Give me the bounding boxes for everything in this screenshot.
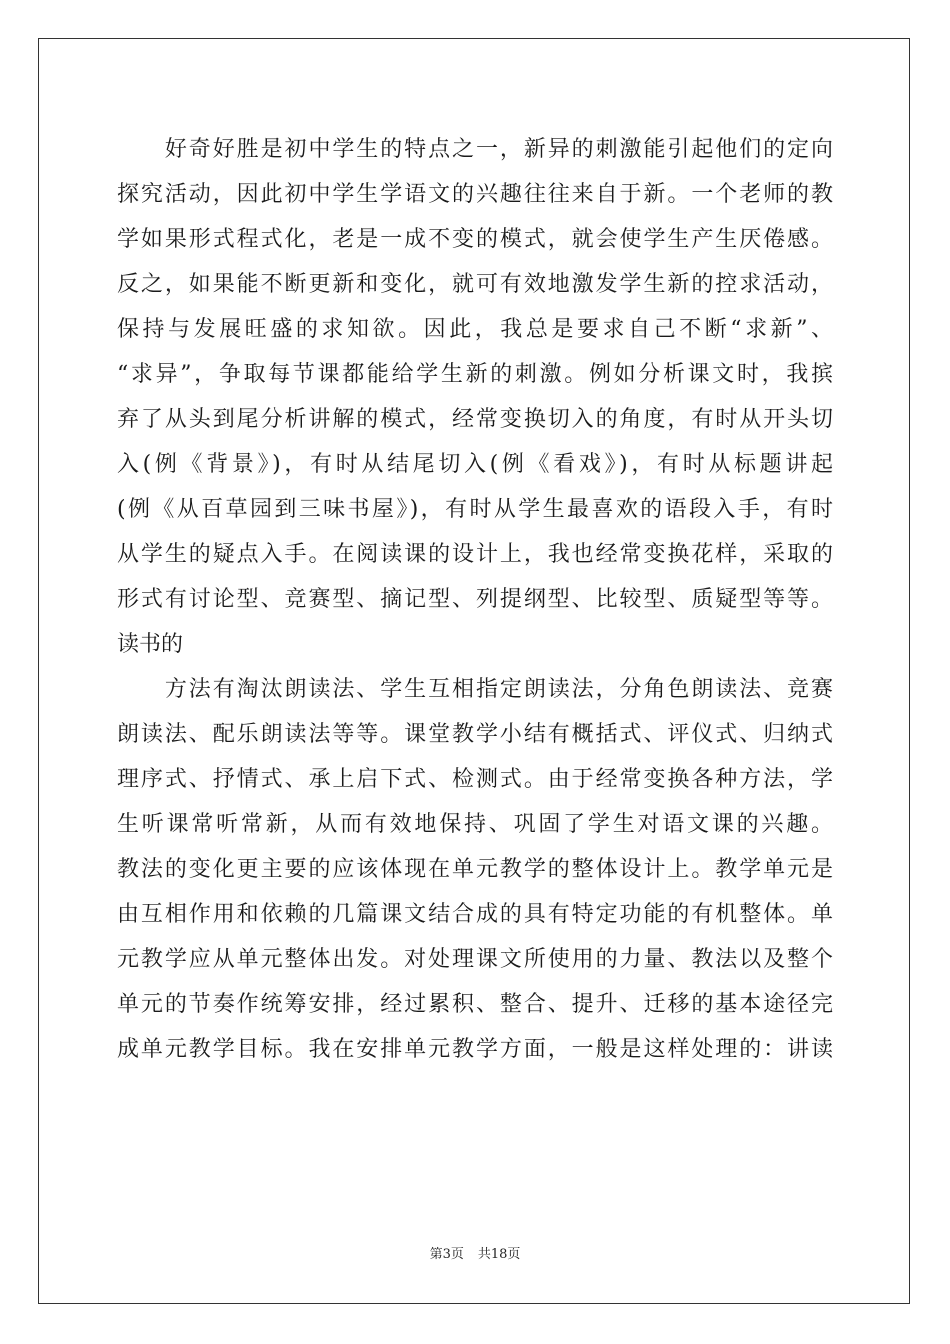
text-line: 学如果形式程式化，老是一成不变的模式，就会使学生产生厌倦感。 [117,227,833,252]
text-line: 从学生的疑点入手。在阅读课的设计上，我也经常变换花样，采取的 [117,542,833,567]
page-total: 共18页 [477,1247,521,1262]
text-line: 理序式、抒情式、承上启下式、检测式。由于经常变换各种方法，学 [117,767,833,792]
page-footer [0,1243,950,1262]
text-line: 入(例《背景》)，有时从结尾切入(例《看戏》)，有时从标题讲起 [117,452,833,477]
paragraph-1 [117,127,833,667]
text-line: 读书的 [117,632,184,657]
text-line: 形式有讨论型、竞赛型、摘记型、列提纲型、比较型、质疑型等等。 [117,587,833,612]
text-line: 成单元教学目标。我在安排单元教学方面，一般是这样处理的：讲读 [117,1037,833,1062]
page-number: 第3页 [429,1247,464,1262]
text-line: 朗读法、配乐朗读法等等。课堂教学小结有概括式、评仪式、归纳式 [117,722,833,747]
text-line: “求异”，争取每节课都能给学生新的刺激。例如分析课文时，我摈 [117,362,833,387]
text-line: 保持与发展旺盛的求知欲。因此，我总是要求自己不断“求新”、 [117,317,833,342]
text-line: 弃了从头到尾分析讲解的模式，经常变换切入的角度，有时从开头切 [117,407,833,432]
text-line: 方法有淘汰朗读法、学生互相指定朗读法，分角色朗读法、竞赛 [117,677,833,702]
text-line: 反之，如果能不断更新和变化，就可有效地激发学生新的控求活动， [117,272,833,297]
text-line: 生听课常听常新，从而有效地保持、巩固了学生对语文课的兴趣。 [117,812,833,837]
text-line: 教法的变化更主要的应该体现在单元教学的整体设计上。教学单元是 [117,857,833,882]
text-line: 由互相作用和依赖的几篇课文结合成的具有特定功能的有机整体。单 [117,902,833,927]
document-body [117,127,833,1072]
text-line: 好奇好胜是初中学生的特点之一，新异的刺激能引起他们的定向 [117,137,833,162]
text-line: 元教学应从单元整体出发。对处理课文所使用的力量、教法以及整个 [117,947,833,972]
text-line: (例《从百草园到三味书屋》)，有时从学生最喜欢的语段入手，有时 [117,497,833,522]
text-line: 探究活动，因此初中学生学语文的兴趣往往来自于新。一个老师的教 [117,182,833,207]
paragraph-2 [117,667,833,1072]
text-line: 单元的节奏作统筹安排，经过累积、整合、提升、迁移的基本途径完 [117,992,833,1017]
